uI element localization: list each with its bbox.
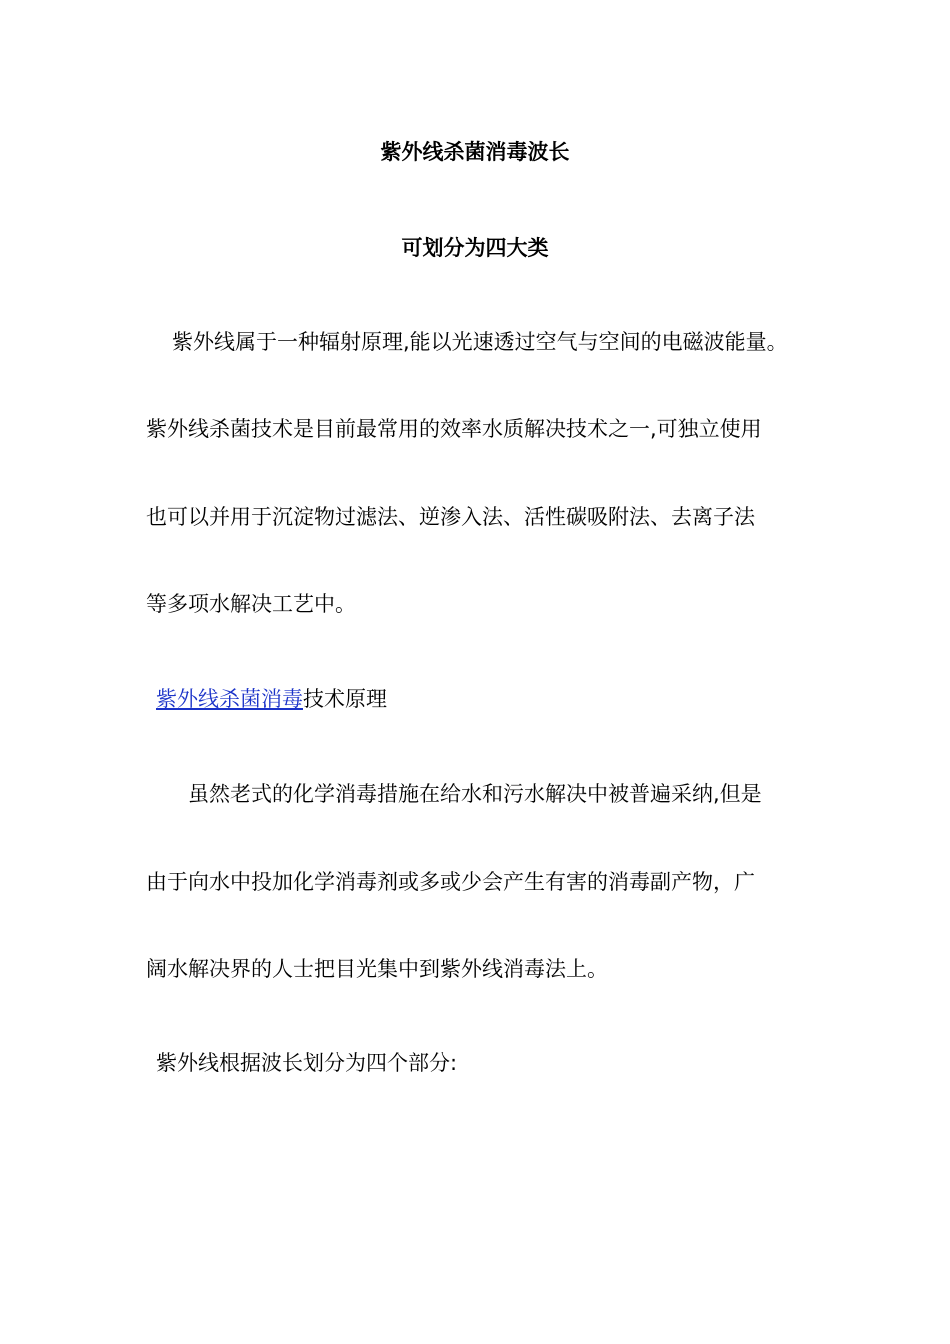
- paragraph-line: 等多项水解决工艺中。: [146, 592, 356, 616]
- document-title: 紫外线杀菌消毒波长: [380, 140, 570, 164]
- paragraph-line: 虽然老式的化学消毒措施在给水和污水解决中被普遍采纳,但是: [188, 782, 762, 806]
- paragraph-line: 紫外线杀菌技术是目前最常用的效率水质解决技术之一,可独立使用: [146, 417, 762, 441]
- paragraph-line: 也可以并用于沉淀物过滤法、逆渗入法、活性碳吸附法、去离子法: [146, 505, 755, 529]
- paragraph-line: 由于向水中投加化学消毒剂或多或少会产生有害的消毒副产物，广: [146, 870, 755, 894]
- section-heading: [156, 685, 387, 713]
- document-subtitle: 可划分为四大类: [401, 236, 549, 260]
- paragraph-line: 紫外线根据波长划分为四个部分:: [156, 1051, 458, 1075]
- section-heading-text: 技术原理: [303, 687, 387, 711]
- uv-disinfection-link[interactable]: 紫外线杀菌消毒: [156, 687, 303, 711]
- paragraph-line: 阔水解决界的人士把目光集中到紫外线消毒法上。: [146, 957, 608, 981]
- paragraph-line: 紫外线属于一种辐射原理,能以光速透过空气与空间的电磁波能量。: [172, 330, 788, 354]
